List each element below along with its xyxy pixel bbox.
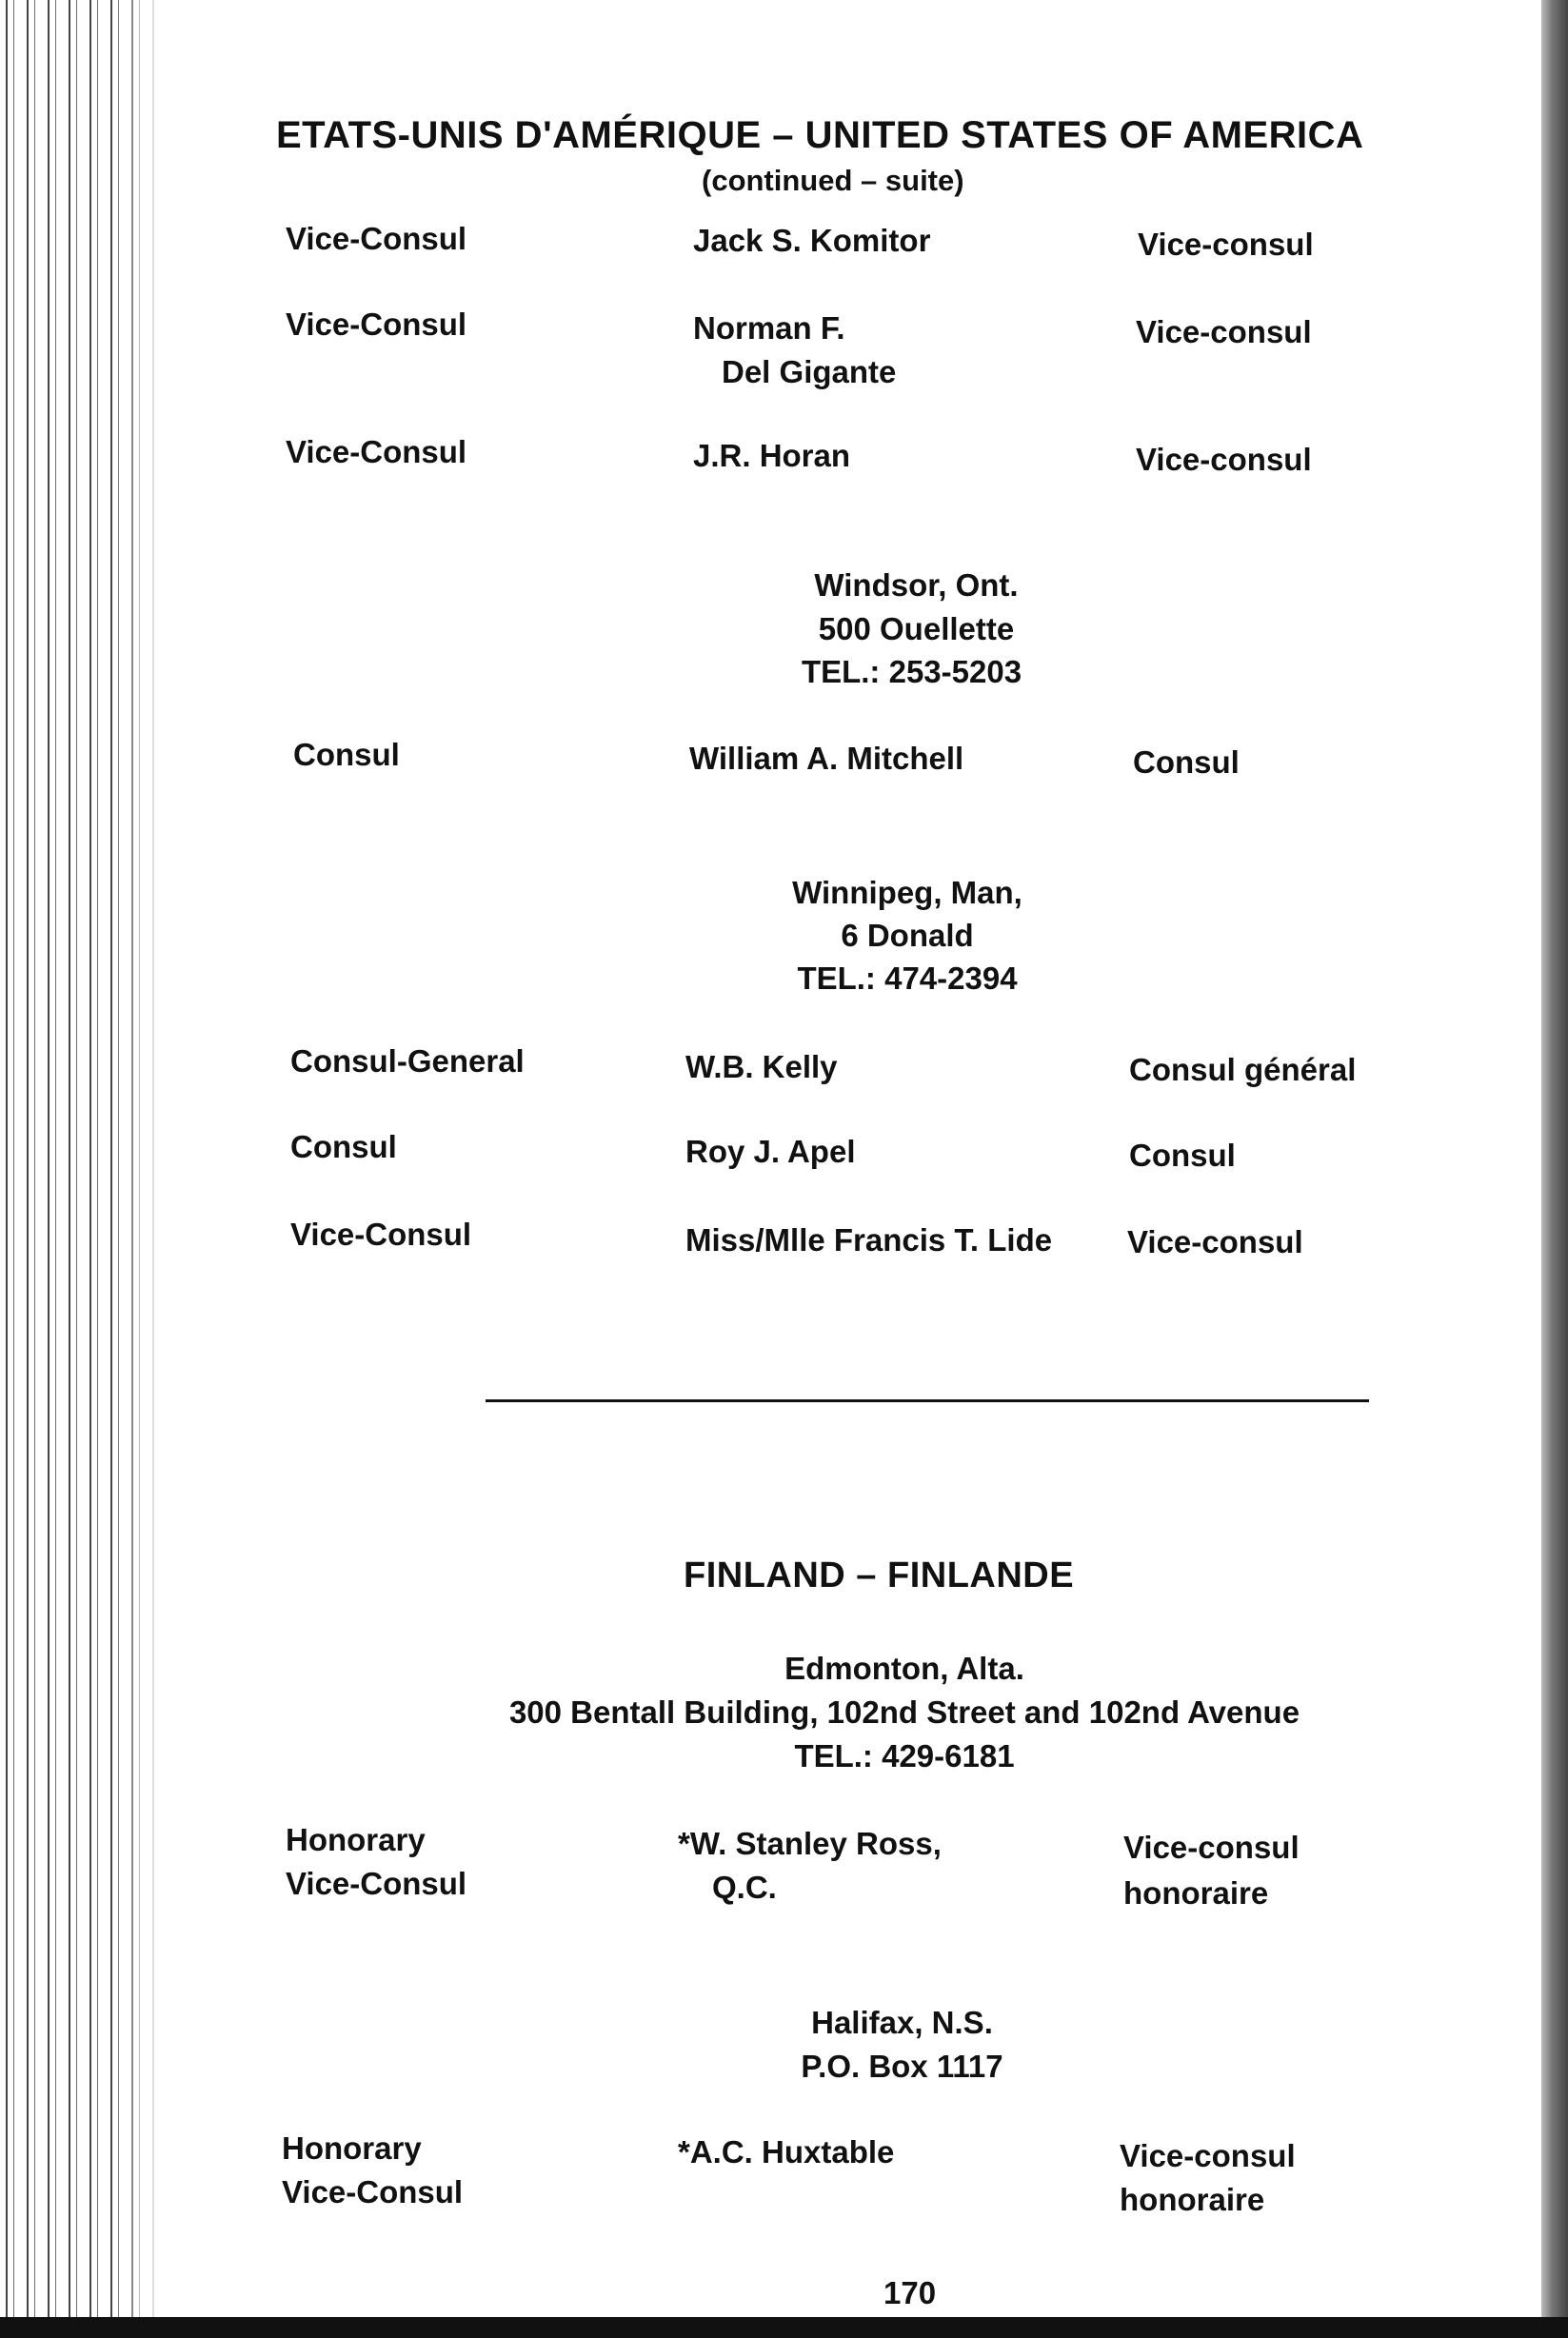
city-name: Winnipeg, Man,	[792, 875, 1022, 910]
city-address: 6 Donald	[841, 918, 974, 953]
row-name: William A. Mitchell	[689, 741, 964, 776]
row-name: *W. Stanley Ross,	[678, 1826, 942, 1861]
city-tel: TEL.: 253-5203	[801, 654, 1022, 689]
row-title-fr: Vice-consul	[1136, 314, 1312, 349]
row-title: Consul-General	[290, 1043, 525, 1079]
city-name: Halifax, N.S.	[811, 2005, 993, 2040]
usa-continued: (continued – suite)	[702, 164, 964, 197]
row-name: Jack S. Komitor	[693, 223, 931, 258]
row-title: Honorary	[286, 1822, 426, 1857]
row-name: W.B. Kelly	[685, 1049, 838, 1084]
row-name-line2: Q.C.	[712, 1870, 777, 1905]
row-title-fr-line2: honoraire	[1120, 2182, 1265, 2217]
finland-heading: FINLAND – FINLANDE	[684, 1555, 1075, 1595]
row-name: Miss/Mlle Francis T. Lide	[685, 1222, 1053, 1258]
city-tel: TEL.: 474-2394	[797, 961, 1018, 996]
row-title-line2: Vice-Consul	[282, 2174, 464, 2209]
row-title-fr: Vice-consul	[1127, 1224, 1303, 1259]
city-address: P.O. Box 1117	[801, 2049, 1003, 2084]
row-title-fr: Vice-consul	[1120, 2138, 1296, 2173]
row-name: *A.C. Huxtable	[678, 2134, 895, 2170]
row-title: Vice-Consul	[290, 1217, 472, 1252]
city-tel: TEL.: 429-6181	[794, 1738, 1015, 1773]
row-title: Consul	[293, 737, 400, 772]
row-name-line2: Del Gigante	[722, 354, 897, 389]
row-name: Norman F.	[693, 310, 845, 346]
row-title-fr-line2: honoraire	[1123, 1875, 1269, 1911]
row-title-fr: Vice-consul	[1138, 227, 1314, 262]
row-title: Vice-Consul	[286, 307, 467, 342]
row-title: Consul	[290, 1129, 397, 1164]
row-title-fr: Consul	[1129, 1138, 1236, 1173]
usa-heading: ETATS-UNIS D'AMÉRIQUE – UNITED STATES OF AMERICA	[276, 114, 1364, 156]
page-number: 170	[883, 2275, 937, 2310]
row-title-fr: Vice-consul	[1136, 442, 1312, 477]
row-title: Vice-Consul	[286, 434, 467, 469]
row-title: Honorary	[282, 2130, 422, 2166]
row-title-fr: Vice-consul	[1123, 1830, 1300, 1865]
city-name: Windsor, Ont.	[814, 567, 1019, 603]
city-address: 300 Bentall Building, 102nd Street and 102nd Avenue	[508, 1694, 1300, 1730]
section-divider	[486, 1399, 1369, 1402]
row-title: Vice-Consul	[286, 221, 467, 256]
city-address: 500 Ouellette	[818, 611, 1015, 646]
row-title-line2: Vice-Consul	[286, 1866, 467, 1901]
row-title-fr: Consul général	[1129, 1052, 1357, 1087]
row-name: Roy J. Apel	[685, 1134, 856, 1169]
row-title-fr: Consul	[1133, 744, 1240, 780]
row-name: J.R. Horan	[693, 438, 851, 473]
city-name: Edmonton, Alta.	[784, 1651, 1024, 1686]
